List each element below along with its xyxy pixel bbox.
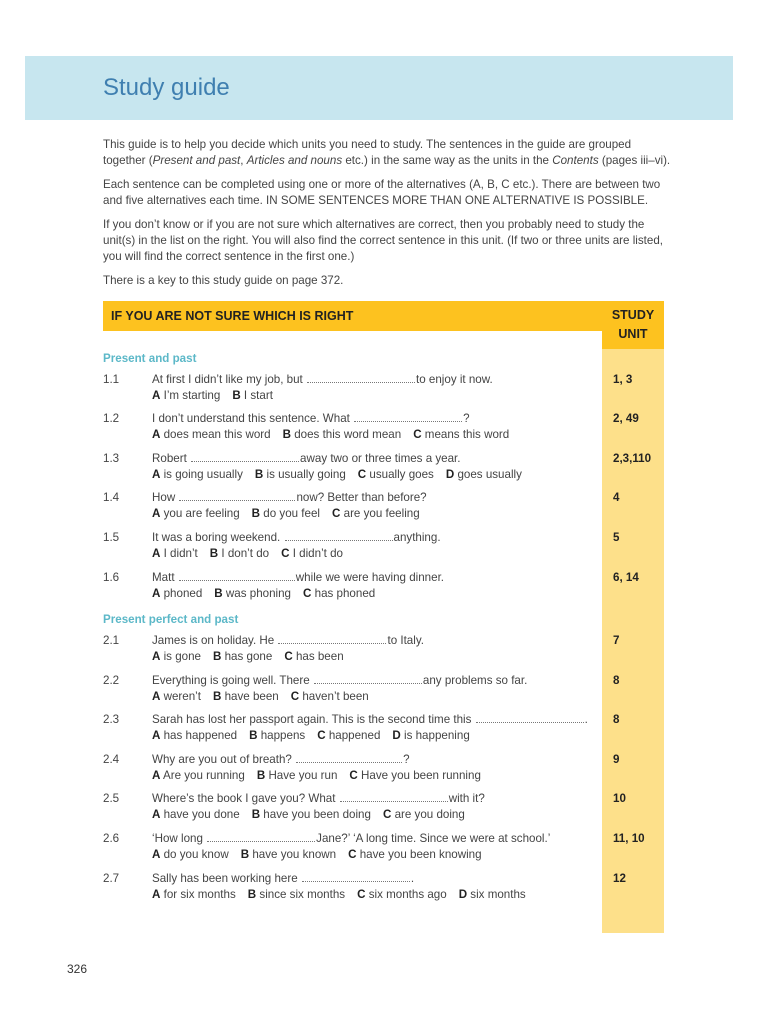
option-letter: A xyxy=(152,428,161,441)
answer-option xyxy=(459,888,526,901)
sentence-start: I don’t understand this sentence. What xyxy=(152,412,350,425)
option-letter: A xyxy=(152,468,161,481)
question-item xyxy=(103,753,664,787)
option-letter: C xyxy=(382,808,392,821)
option-text: do you know xyxy=(163,848,229,861)
option-text: I didn’t xyxy=(163,547,198,560)
option-text: is gone xyxy=(163,650,201,663)
option-text: usually goes xyxy=(369,468,434,481)
answer-option xyxy=(152,888,236,901)
option-text: is going usually xyxy=(163,468,243,481)
answer-option xyxy=(303,587,375,600)
question-number: 2.3 xyxy=(103,713,120,726)
answer-option xyxy=(152,650,201,663)
question-number: 2.4 xyxy=(103,753,120,766)
answer-option xyxy=(152,729,237,742)
question-number: 2.1 xyxy=(103,634,120,647)
answer-option xyxy=(152,547,198,560)
sentence-end: any problems so far. xyxy=(422,674,528,687)
option-letter: A xyxy=(152,389,161,402)
option-letter: A xyxy=(152,547,161,560)
answer-gap xyxy=(307,373,415,383)
answer-gap xyxy=(302,872,410,882)
answer-option xyxy=(241,848,336,861)
answer-gap xyxy=(340,792,448,802)
option-letter: B xyxy=(240,848,250,861)
question-sentence xyxy=(152,491,427,504)
answer-option xyxy=(152,389,220,402)
intro-paragraph-4: There is a key to this study guide on page 372. xyxy=(103,274,344,287)
option-text: happens xyxy=(260,729,306,742)
answer-options xyxy=(152,769,493,782)
option-text: do you feel xyxy=(263,507,321,520)
answer-option xyxy=(291,690,369,703)
option-text: have you done xyxy=(163,808,240,821)
option-letter: B xyxy=(213,650,222,663)
answer-gap xyxy=(179,571,295,581)
answer-option xyxy=(283,428,402,441)
question-item xyxy=(103,832,664,866)
option-text: six months ago xyxy=(368,888,447,901)
answer-option xyxy=(392,729,469,742)
option-text: does this word mean xyxy=(294,428,402,441)
question-sentence xyxy=(152,792,485,805)
study-unit-header: STUDY UNIT xyxy=(602,301,664,349)
sentence-end: now? Better than before? xyxy=(296,491,427,504)
study-unit-reference: 10 xyxy=(613,792,626,805)
answer-option xyxy=(252,808,371,821)
study-unit-reference: 2, 49 xyxy=(613,412,639,425)
answer-gap xyxy=(207,832,315,842)
option-text: have you known xyxy=(252,848,337,861)
study-unit-reference: 11, 10 xyxy=(613,832,645,845)
sentence-end: while we were having dinner. xyxy=(295,571,445,584)
answer-options xyxy=(152,389,285,402)
option-text: I don’t do xyxy=(221,547,270,560)
question-sentence xyxy=(152,753,410,766)
intro-paragraph-2: Each sentence can be completed using one or more of the alternatives (A, B, C etc.). There are between two and five alternatives each time. IN SOME SENTENCES MORE THAN ONE ALTERNATIVE IS POSSIBLE. xyxy=(103,178,661,207)
option-letter: B xyxy=(251,507,261,520)
study-unit-reference: 9 xyxy=(613,753,620,766)
option-text: I start xyxy=(243,389,273,402)
study-unit-reference: 12 xyxy=(613,872,626,885)
option-letter: B xyxy=(247,888,257,901)
option-letter: B xyxy=(214,587,223,600)
option-letter: B xyxy=(212,690,222,703)
question-item xyxy=(103,571,664,605)
question-number: 1.4 xyxy=(103,491,120,504)
sentence-end: away two or three times a year. xyxy=(300,452,461,465)
answer-option xyxy=(152,507,240,520)
intro-text xyxy=(103,137,673,297)
question-sentence xyxy=(152,674,527,687)
sentence-start: James is on holiday. He xyxy=(152,634,275,647)
answer-options xyxy=(152,507,432,520)
option-text: have been xyxy=(224,690,279,703)
question-number: 1.1 xyxy=(103,373,120,386)
question-sentence xyxy=(152,571,444,584)
question-number: 2.5 xyxy=(103,792,120,805)
question-item xyxy=(103,713,664,747)
question-number: 2.2 xyxy=(103,674,120,687)
option-letter: B xyxy=(251,808,261,821)
sentence-start: It was a boring weekend. xyxy=(152,531,281,544)
sentence-start: Sarah has lost her passport again. This is the second time this xyxy=(152,713,472,726)
question-number: 1.6 xyxy=(103,571,120,584)
question-item xyxy=(103,373,664,407)
study-unit-reference: 2,3,110 xyxy=(613,452,652,465)
sentence-start: Sally has been working here xyxy=(152,872,298,885)
option-letter: B xyxy=(209,547,219,560)
answer-option xyxy=(152,808,240,821)
question-number: 1.5 xyxy=(103,531,120,544)
option-letter: A xyxy=(152,769,161,782)
option-text: for six months xyxy=(163,888,236,901)
sentence-start: Robert xyxy=(152,452,187,465)
option-letter: C xyxy=(284,650,293,663)
option-text: is happening xyxy=(404,729,470,742)
question-number: 1.2 xyxy=(103,412,120,425)
answer-option xyxy=(152,587,202,600)
answer-option xyxy=(332,507,420,520)
question-sentence xyxy=(152,832,550,845)
option-text: goes usually xyxy=(457,468,522,481)
answer-option xyxy=(317,729,380,742)
option-letter: B xyxy=(232,389,241,402)
option-letter: B xyxy=(282,428,291,441)
question-sentence xyxy=(152,412,470,425)
answer-options xyxy=(152,468,534,481)
table-header xyxy=(103,301,602,331)
answer-option xyxy=(232,389,273,402)
answer-option xyxy=(357,888,447,901)
option-text: weren’t xyxy=(163,690,201,703)
page-title: Study guide xyxy=(103,74,230,101)
answer-option xyxy=(284,650,343,663)
answer-options xyxy=(152,587,387,600)
answer-option xyxy=(255,468,346,481)
sentence-end: ? xyxy=(463,412,470,425)
question-sentence xyxy=(152,373,493,386)
option-text: Have you been running xyxy=(361,769,481,782)
option-letter: D xyxy=(458,888,468,901)
option-letter: B xyxy=(256,769,266,782)
sentence-start: Why are you out of breath? xyxy=(152,753,292,766)
answer-gap xyxy=(476,713,584,723)
answer-option xyxy=(252,507,320,520)
option-text: are you feeling xyxy=(343,507,420,520)
section-heading: Present and past xyxy=(103,352,197,365)
answer-option xyxy=(152,468,243,481)
question-sentence xyxy=(152,713,588,726)
answer-option xyxy=(214,587,291,600)
option-letter: C xyxy=(317,729,326,742)
answer-option xyxy=(348,848,481,861)
study-unit-reference: 4 xyxy=(613,491,620,504)
option-text: are you doing xyxy=(394,808,465,821)
option-letter: D xyxy=(445,468,455,481)
answer-option xyxy=(152,428,271,441)
study-unit-reference: 8 xyxy=(613,713,620,726)
option-letter: A xyxy=(152,888,161,901)
intro-paragraph-3: If you don’t know or if you are not sure which alternatives are correct, then you probably need to study the unit(s) in the list on the right. You will also find the correct sentence in this unit. (If two or three units are listed, you will find the correct sentence in the first one.) xyxy=(103,218,664,263)
option-letter: A xyxy=(152,507,161,520)
option-letter: A xyxy=(152,729,161,742)
answer-options xyxy=(152,547,355,560)
study-unit-reference: 8 xyxy=(613,674,620,687)
option-letter: C xyxy=(413,428,422,441)
intro-paragraph-1: This guide is to help you decide which units you need to study. The sentences in the guide are grouped together (Present and past, Articles and nouns etc.) in the same way as the units in the Contents (pages iii–vi). xyxy=(103,138,671,167)
question-item xyxy=(103,531,664,565)
sentence-end: ? xyxy=(403,753,410,766)
answer-options xyxy=(152,888,538,901)
answer-options xyxy=(152,729,482,742)
question-item xyxy=(103,674,664,708)
question-item xyxy=(103,792,664,826)
answer-options xyxy=(152,808,477,821)
option-text: means this word xyxy=(424,428,510,441)
sentence-end: to enjoy it now. xyxy=(416,373,493,386)
answer-options xyxy=(152,428,521,441)
question-item xyxy=(103,452,664,486)
question-number: 1.3 xyxy=(103,452,120,465)
answer-option xyxy=(152,848,229,861)
question-number: 2.7 xyxy=(103,872,120,885)
option-text: has phoned xyxy=(314,587,376,600)
answer-option xyxy=(383,808,465,821)
answer-option xyxy=(152,690,201,703)
option-text: haven’t been xyxy=(302,690,369,703)
option-letter: B xyxy=(254,468,264,481)
option-text: has been xyxy=(295,650,344,663)
option-text: has happened xyxy=(163,729,238,742)
option-letter: D xyxy=(392,729,401,742)
option-text: have you been knowing xyxy=(359,848,482,861)
sentence-end: to Italy. xyxy=(387,634,424,647)
sentence-end: . xyxy=(410,872,415,885)
answer-options xyxy=(152,690,381,703)
section-heading: Present perfect and past xyxy=(103,613,239,626)
answer-options xyxy=(152,848,494,861)
answer-option xyxy=(152,769,245,782)
answer-option xyxy=(257,769,338,782)
answer-gap xyxy=(314,674,422,684)
sentence-start: Matt xyxy=(152,571,175,584)
table-header-label: IF YOU ARE NOT SURE WHICH IS RIGHT xyxy=(111,309,354,323)
question-item xyxy=(103,872,664,906)
option-text: phoned xyxy=(163,587,203,600)
answer-gap xyxy=(354,412,462,422)
question-number: 2.6 xyxy=(103,832,120,845)
option-letter: C xyxy=(332,507,341,520)
study-unit-reference: 1, 3 xyxy=(613,373,633,386)
option-letter: A xyxy=(152,808,161,821)
study-unit-reference: 6, 14 xyxy=(613,571,639,584)
study-unit-reference: 7 xyxy=(613,634,620,647)
question-item xyxy=(103,634,664,668)
option-letter: C xyxy=(281,547,290,560)
option-letter: C xyxy=(348,848,357,861)
sentence-start: Where’s the book I gave you? What xyxy=(152,792,336,805)
option-letter: C xyxy=(349,769,358,782)
answer-option xyxy=(358,468,434,481)
option-text: is usually going xyxy=(266,468,346,481)
question-sentence xyxy=(152,531,441,544)
sentence-end: Jane?’ ‘A long time. Since we were at school.’ xyxy=(316,832,551,845)
question-sentence xyxy=(152,634,424,647)
option-text: have you been doing xyxy=(263,808,371,821)
option-letter: A xyxy=(152,690,161,703)
answer-gap xyxy=(296,753,402,763)
option-text: I’m starting xyxy=(163,389,221,402)
option-text: six months xyxy=(470,888,526,901)
sentence-start: Everything is going well. There xyxy=(152,674,310,687)
option-letter: A xyxy=(152,587,161,600)
answer-option xyxy=(249,729,305,742)
sentence-start: At first I didn’t like my job, but xyxy=(152,373,303,386)
study-unit-reference: 5 xyxy=(613,531,620,544)
answer-option xyxy=(213,690,279,703)
option-letter: A xyxy=(152,848,161,861)
answer-option xyxy=(281,547,343,560)
answer-option xyxy=(248,888,345,901)
option-text: since six months xyxy=(259,888,346,901)
option-letter: C xyxy=(303,587,312,600)
option-letter: C xyxy=(357,468,367,481)
sentence-end: with it? xyxy=(448,792,485,805)
answer-gap xyxy=(278,634,386,644)
option-text: I didn’t do xyxy=(292,547,343,560)
page-number: 326 xyxy=(67,962,88,976)
option-text: Have you run xyxy=(268,769,338,782)
answer-option xyxy=(349,769,481,782)
question-item xyxy=(103,491,664,525)
option-text: does mean this word xyxy=(163,428,271,441)
sentence-end: anything. xyxy=(393,531,441,544)
sentence-start: How xyxy=(152,491,176,504)
answer-gap xyxy=(179,491,295,501)
option-letter: A xyxy=(152,650,161,663)
answer-options xyxy=(152,650,356,663)
option-text: Are you running xyxy=(162,769,245,782)
option-text: was phoning xyxy=(225,587,292,600)
option-letter: C xyxy=(357,888,366,901)
option-text: has gone xyxy=(224,650,273,663)
answer-option xyxy=(446,468,522,481)
option-letter: B xyxy=(249,729,258,742)
answer-gap xyxy=(191,452,299,462)
sentence-end: . xyxy=(584,713,588,726)
question-sentence xyxy=(152,872,414,885)
answer-option xyxy=(213,650,272,663)
answer-option xyxy=(210,547,269,560)
question-sentence xyxy=(152,452,461,465)
title-banner xyxy=(25,56,733,120)
answer-gap xyxy=(285,531,393,541)
option-text: happened xyxy=(328,729,381,742)
option-text: you are feeling xyxy=(163,507,240,520)
sentence-start: ‘How long xyxy=(152,832,203,845)
option-letter: C xyxy=(290,690,300,703)
answer-option xyxy=(413,428,509,441)
question-item xyxy=(103,412,664,446)
